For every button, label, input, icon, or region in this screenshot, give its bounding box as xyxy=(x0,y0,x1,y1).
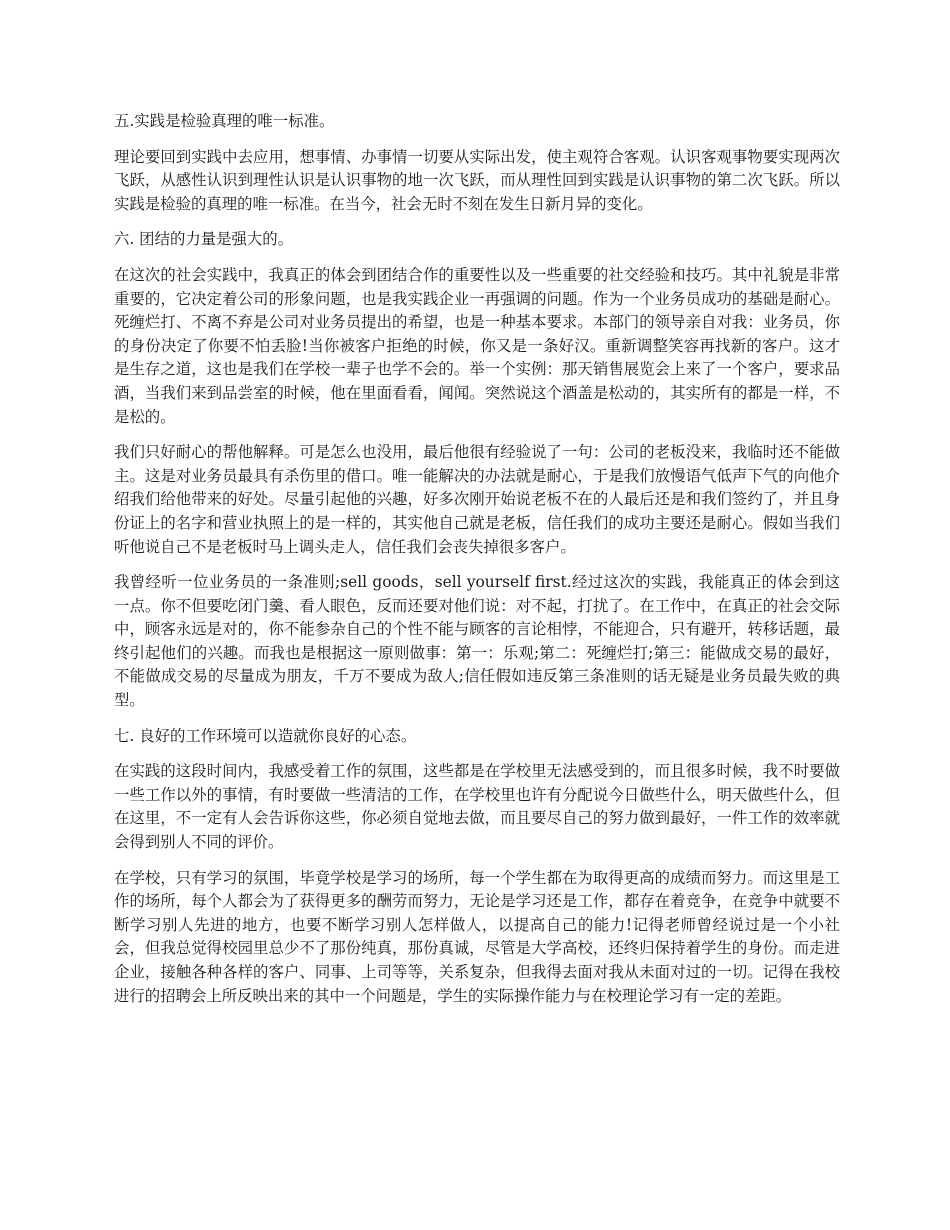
section-heading-6: 六. 团结的力量是强大的。 xyxy=(114,230,294,249)
paragraph: 在这次的社会实践中，我真正的体会到团结合作的重要性以及一些重要的社交经验和技巧。其中礼貌是非常重要的，它决定着公司的形象问题，也是我实践企业一再强调的问题。作为一个业务员成功的基础是耐心。死缠烂打、不离不弃是公司对业务员提出的希望，也是一种基本要求。本部门的领导亲自对我：业务员，你的身份决定了你要不怕丢脸!当你被客户拒绝的时候，你又是一条好汉。重新调整笑容再找新的客户。这才是生存之道，这也是我们在学校一辈子也学不会的。举一个实例：那天销售展览会上来了一个客户，要求品酒，当我们来到品尝室的时候，他在里面看看，闻闻。突然说这个酒盖是松动的，其实所有的都是一样，不是松的。 xyxy=(114,265,840,426)
paragraph: 我曾经听一位业务员的一条准则;sell goods，sell yourself first.经过这次的实践，我能真正的体会到这一点。你不但要吃闭门羹、看人眼色，反而还要对他们说：对不起，打扰了。在工作中，在真正的社会交际中，顾客永远是对的，你不能参杂自己的个性不能与顾客的言论相悖，不能迎合，只有避开，转移话题，最终引起他们的兴趣。而我也是根据这一原则做事：第一：乐观;第二：死缠烂打;第三：能做成交易的最好，不能做成交易的尽量成为朋友，千万不要成为敌人;信任假如违反第三条准则的话无疑是业务员最失败的典型。 xyxy=(114,573,840,710)
paragraph: 在学校，只有学习的氛围，毕竟学校是学习的场所，每一个学生都在为取得更高的成绩而努力。而这里是工作的场所，每个人都会为了获得更多的酬劳而努力，无论是学习还是工作，都存在着竞争，在竞争中就要不断学习别人先进的地方，也要不断学习别人怎样做人，以提高自己的能力!记得老师曾经说过是一个小社会，但我总觉得校园里总少不了那份纯真，那份真诚，尽管是大学高校，还终归保持着学生的身份。而走进企业，接触各种各样的客户、同事、上司等等，关系复杂，但我得去面对我从未面对过的一切。记得在我校进行的招聘会上所反映出来的其中一个问题是，学生的实际操作能力与在校理论学习有一定的差距。 xyxy=(114,868,840,1005)
paragraph: 理论要回到实践中去应用，想事情、办事情一切要从实际出发，使主观符合客观。认识客观事物要实现两次飞跃，从感性认识到理性认识是认识事物的地一次飞跃，而从理性回到实践是认识事物的第二次飞跃。所以实践是检验的真理的唯一标准。在当今，社会无时不刻在发生日新月异的变化。 xyxy=(114,147,840,213)
document-page xyxy=(114,110,840,1020)
paragraph: 我们只好耐心的帮他解释。可是怎么也没用，最后他很有经验说了一句：公司的老板没来，我临时还不能做主。这是对业务员最具有杀伤里的借口。唯一能解决的办法就是耐心，于是我们放慢语气低声下气的向他介绍我们给他带来的好处。尽量引起他的兴趣，好多次刚开始说老板不在的人最后还是和我们签约了，并且身份证上的名字和营业执照上的是一样的，其实他自己就是老板，信任我们的成功主要还是耐心。假如当我们听他说自己不是老板时马上调头走人，信任我们会丧失掉很多客户。 xyxy=(114,443,840,556)
paragraph: 在实践的这段时间内，我感受着工作的氛围，这些都是在学校里无法感受到的，而且很多时候，我不时要做一些工作以外的事情，有时要做一些清洁的工作，在学校里也许有分配说今日做些什么，明天做些什么，但在这里，不一定有人会告诉你这些，你必须自觉地去做，而且要尽自己的努力做到最好，一件工作的效率就会得到别人不同的评价。 xyxy=(114,762,840,852)
section-heading-5: 五.实践是检验真理的唯一标准。 xyxy=(114,112,335,130)
section-heading-7: 七. 良好的工作环境可以造就你良好的心态。 xyxy=(114,726,417,745)
